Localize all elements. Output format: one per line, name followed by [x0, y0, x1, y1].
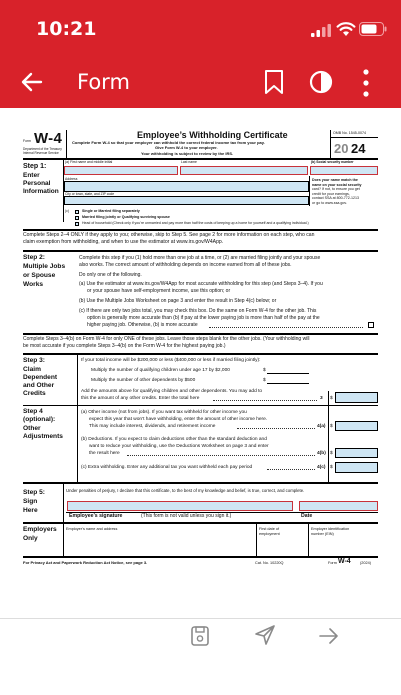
other-income-text-3: This may include interest, dividends, and retirement income [89, 424, 216, 429]
perjury-statement: Under penalties of perjury, I declare that this certificate, to the best of my knowledge and belief, is true, correct, and complete. [66, 488, 305, 493]
divider [23, 250, 378, 252]
system-nav-bar [0, 654, 401, 695]
other-dependents-input[interactable] [267, 383, 309, 384]
signature-label: Employee’s signature [69, 513, 123, 519]
step3-text-1: If your total income will be $200,000 or less ($400,000 or less if married filing jointly): [81, 358, 261, 363]
extra-withholding-input[interactable] [335, 462, 378, 473]
divider [23, 229, 378, 231]
form-subtitle-1: Complete Form W-4 so that your employer can withhold the correct federal income tax from your pay. [72, 140, 265, 145]
forward-arrow-icon[interactable] [318, 625, 340, 647]
step2-text-3: Do only one of the following. [79, 272, 142, 278]
year-suffix: 24 [351, 141, 366, 156]
divider [23, 333, 378, 335]
omb-number: OMB No. 1545-0074 [333, 131, 366, 135]
step2-title-2: or Spouse [23, 272, 56, 279]
divider [23, 556, 378, 558]
first-name-label: (a) First name and middle initial [65, 160, 113, 164]
divider [23, 522, 378, 524]
dollar-sign: $ [330, 396, 333, 401]
leader-dots [209, 327, 363, 328]
step3-title-1: Claim [23, 366, 41, 373]
head-of-household-checkbox[interactable] [75, 222, 79, 226]
last-name-input[interactable] [180, 166, 308, 175]
catalog-number: Cat. No. 10220Q [255, 561, 284, 565]
step2-option-a-2: or your spouse have self-employment income, use this option; or [87, 288, 231, 294]
ssn-label: (b) Social security number [311, 160, 354, 164]
ssn-input[interactable] [310, 166, 378, 175]
step3-title-4: Credits [23, 390, 46, 397]
step2-title-1: Multiple Jobs [23, 263, 66, 270]
dollar-sign: $ [330, 424, 333, 429]
divider [77, 406, 78, 482]
step2-text-2: also works. The correct amount of withholding depends on income earned from all of these jobs. [79, 262, 292, 268]
send-icon[interactable] [253, 623, 277, 647]
address-label: Address [65, 177, 78, 181]
back-arrow-icon[interactable] [20, 70, 44, 94]
step2-label: Step 2: [23, 254, 45, 261]
ssn-note-4: credit for your earnings, [312, 191, 350, 196]
contrast-icon[interactable] [309, 70, 333, 94]
line-number-4a: 4(a) [317, 424, 326, 429]
employers-title-2: Only [23, 535, 38, 542]
extra-withholding-text: (c) Extra withholding. Enter any additional tax you want withheld each pay period [81, 465, 253, 470]
first-name-input[interactable] [64, 166, 178, 175]
deductions-text-2: want to reduce your withholding, use the Deductions Worksheet on page 3 and enter [89, 444, 269, 449]
ssn-note-5: contact SSA at 800-772-1213 [312, 196, 359, 200]
line-number-3: 3 [320, 396, 323, 401]
step1-title-2: Personal [23, 180, 51, 187]
footer-year: (2024) [360, 561, 371, 565]
employer-name-label: Employer’s name and address [66, 527, 118, 531]
ssn-note-6: or go to www.ssa.gov. [312, 200, 347, 205]
first-date-label-1: First date of [259, 527, 280, 531]
divider [256, 524, 257, 556]
intro-text-1: Complete Steps 2–4 ONLY if they apply to you; otherwise, skip to Step 5. See page 2 for more information on each step, who can [23, 232, 315, 238]
cellular-signal-icon [311, 24, 331, 37]
app-title: Form [77, 70, 130, 94]
divider [23, 482, 378, 484]
other-dependents-text: Multiply the number of other dependents by $500 [91, 378, 196, 383]
leader-dots [127, 455, 315, 456]
deductions-input[interactable] [335, 448, 378, 458]
status-time: 10:21 [36, 18, 97, 40]
leader-dots [237, 428, 315, 429]
form-name: W-4 [34, 130, 63, 147]
form-title: Employee’s Withholding Certificate [137, 130, 288, 140]
bottom-toolbar [0, 618, 401, 654]
married-jointly-label: Married filing jointly or Qualifying surviving spouse [82, 215, 170, 219]
wifi-icon [336, 20, 356, 37]
step2-option-b: (b) Use the Multiple Jobs Worksheet on page 3 and enter the result in Step 4(c) below; or [79, 298, 277, 304]
divider [308, 524, 309, 556]
city-state-zip-input[interactable] [64, 196, 309, 205]
year-prefix: 20 [334, 141, 349, 156]
step1-title-1: Enter [23, 172, 40, 179]
step5-title-2: Here [23, 507, 38, 514]
step1-title-3: Information [23, 188, 59, 195]
ssn-note-2: name on your social security [312, 182, 362, 187]
step3-title-3: and Other [23, 382, 55, 389]
deductions-text-1: (b) Deductions. If you expect to claim deductions other than the standard deduction and [81, 437, 267, 442]
dollar-sign: $ [263, 378, 266, 383]
other-income-input[interactable] [335, 421, 378, 431]
app-bar [0, 58, 401, 108]
other-income-text-1: (a) Other income (not from jobs). If you want tax withheld for other income you [81, 410, 247, 415]
divider [63, 524, 64, 556]
last-name-label: Last name [181, 160, 197, 164]
married-jointly-checkbox[interactable] [75, 216, 79, 220]
intro-text-2: claim exemption from withholding, and when to use the estimator at www.irs.gov/W4App. [23, 239, 224, 245]
footer-form-name: W-4 [338, 558, 351, 565]
divider [328, 391, 329, 405]
leader-dots [213, 400, 317, 401]
step4-title-1: (optional): [23, 416, 56, 423]
more-vert-icon[interactable] [362, 68, 370, 98]
w4-document [23, 128, 378, 578]
step2-title-3: Works [23, 281, 44, 288]
dollar-sign: $ [330, 465, 333, 470]
step4-title-3: Adjustments [23, 433, 63, 440]
single-label: Single or Married filing separately [82, 209, 140, 213]
divider [330, 130, 331, 158]
step4-title-2: Other [23, 425, 41, 432]
address-input[interactable] [64, 181, 309, 192]
signature-input[interactable] [67, 501, 293, 511]
note-text-2: be most accurate if you complete Steps 3–4(b) on the Form W-4 for the highest paying job.) [23, 343, 226, 349]
bookmark-icon[interactable] [264, 69, 284, 95]
deductions-text-3: the result here [89, 451, 120, 456]
step3-label: Step 3: [23, 357, 45, 364]
step3-title-2: Dependent [23, 374, 58, 381]
qualifying-children-text: Multiply the number of qualifying children under age 17 by $2,000 [91, 368, 230, 373]
two-jobs-checkbox[interactable] [368, 322, 374, 328]
ssn-note-1: Does your name match the [312, 178, 358, 182]
step2-text-1: Complete this step if you (1) hold more than one job at a time, or (2) are married filing jointly and your spouse [79, 255, 321, 261]
filing-status-label: (c) [65, 209, 69, 213]
form-subtitle-2: Give Form W-4 to your employer. [155, 145, 218, 150]
single-checkbox[interactable] [75, 210, 79, 214]
other-income-text-2: expect this year that won’t have withholding, enter the amount of other income here. [89, 417, 268, 422]
step5-title-1: Sign [23, 498, 38, 505]
step2-option-c-1: (c) If there are only two jobs total, you may check this box. Do the same on Form W-4 for the other job. This [79, 308, 317, 314]
date-label: Date [301, 513, 313, 519]
leader-dots [267, 469, 315, 470]
ssn-note-3: card? If not, to ensure you get [312, 187, 360, 191]
step4-label: Step 4 [23, 408, 43, 415]
signature-note: (This form is not valid unless you sign it.) [141, 513, 232, 519]
ein-label-1: Employer identification [311, 527, 350, 531]
divider [66, 130, 67, 158]
divider [331, 137, 378, 138]
city-label: City or town, state, and ZIP code [65, 192, 115, 196]
date-input[interactable] [299, 501, 378, 511]
step3-text-5: this the amount of any other credits. Enter the total here [81, 396, 200, 401]
form-subtitle-3: Your withholding is subject to review by the IRS. [141, 151, 234, 156]
head-of-household-label: Head of household (Check only if you’re unmarried and pay more than half the costs of keeping up a home for yourself and a qualifying individual.) [82, 221, 309, 225]
dept-line-1: Department of the Treasury [23, 147, 62, 151]
step3-text-4: Add the amounts above for qualifying children and other dependents. You may add to [81, 389, 263, 394]
divider [328, 406, 329, 482]
battery-icon [359, 22, 387, 36]
footer-form-label: Form [328, 561, 337, 565]
employers-title-1: Employers [23, 526, 57, 533]
dollar-sign: $ [330, 451, 333, 456]
note-text-1: Complete Steps 3–4(b) on Form W-4 for only ONE of these jobs. Leave those steps blank for the other jobs. (Your withholding will [23, 336, 310, 342]
step2-option-c-2: option is generally more accurate than (b) if pay at the lower paying job is more than half of the pay at the [87, 315, 320, 321]
dollar-sign: $ [263, 368, 266, 373]
divider [309, 176, 310, 206]
step2-option-c-3: higher paying job. Otherwise, (b) is more accurate [87, 322, 198, 328]
step1-label: Step 1: [23, 163, 47, 170]
status-bar [0, 0, 401, 58]
save-icon[interactable] [190, 625, 210, 647]
footer-notice: For Privacy Act and Paperwork Reduction Act Notice, see page 3. [23, 560, 148, 565]
step3-total-input[interactable] [335, 392, 378, 403]
qualifying-children-input[interactable] [267, 373, 309, 374]
divider [77, 355, 78, 405]
first-date-label-2: employment [259, 532, 280, 536]
ein-label-2: number (EIN) [311, 532, 334, 536]
dept-line-2: Internal Revenue Service [23, 151, 59, 155]
step5-label: Step 5: [23, 489, 45, 496]
step2-option-a-1: (a) Use the estimator at www.irs.gov/W4App for most accurate withholding for this step (and Steps 3–4). If you [79, 281, 323, 287]
divider [63, 484, 64, 522]
line-number-4b: 4(b) [317, 451, 326, 456]
line-number-4c: 4(c) [317, 465, 326, 470]
form-label: Form [23, 139, 31, 143]
